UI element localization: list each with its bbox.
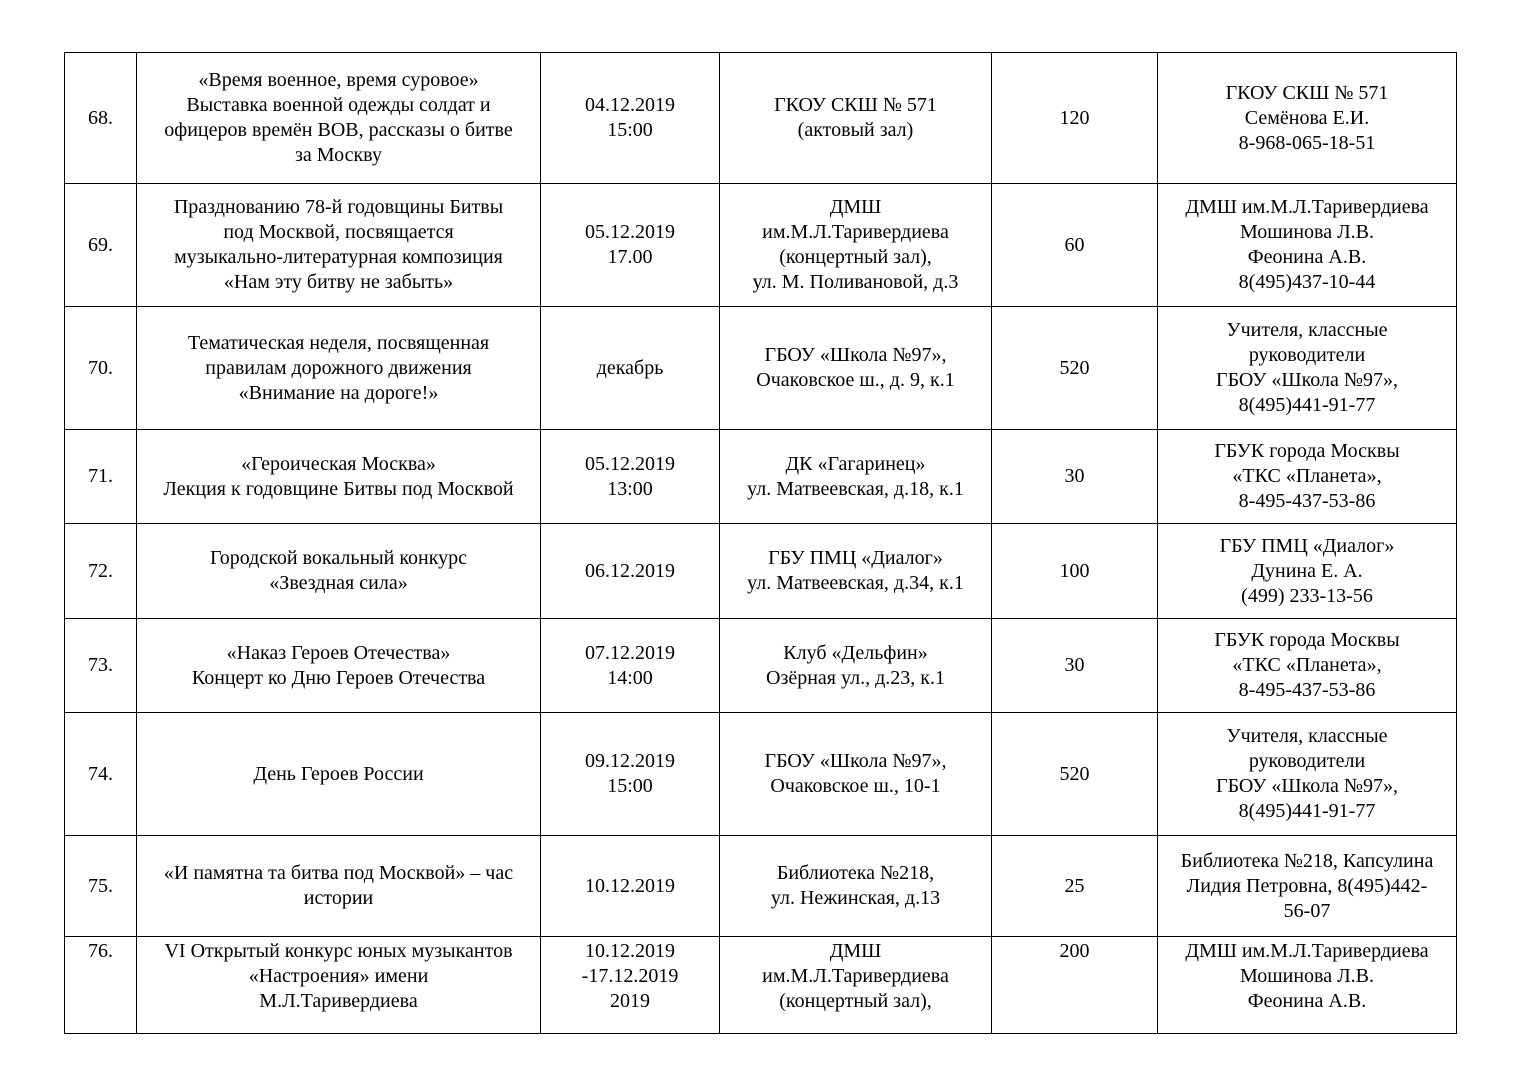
cell-text-line: ДМШ им.М.Л.Таривердиева: [1185, 940, 1429, 962]
participants-count-cell: [992, 184, 1158, 307]
row-number-cell: [65, 836, 137, 937]
cell-text-line: День Героев России: [253, 762, 424, 785]
cell-text-line: истории: [303, 887, 374, 909]
organizer-contact-cell: [1158, 937, 1457, 1034]
table-row: [65, 184, 1457, 307]
cell-text-line: ГБОУ «Школа №97»,: [764, 344, 947, 366]
cell-text-line: Тематическая неделя, посвященная: [187, 331, 490, 354]
cell-text-line: ГБУК города Москвы: [1214, 440, 1400, 462]
cell-text-line: 05.12.2019: [585, 452, 675, 475]
event-date-cell: [541, 937, 720, 1034]
events-table-body: [65, 53, 1457, 1034]
event-name-cell: [137, 836, 541, 937]
cell-text-line: Празднованию 78-й годовщины Битвы: [173, 196, 504, 218]
cell-text-line: 10.12.2019: [585, 940, 675, 962]
cell-text-line: правилам дорожного движения: [205, 356, 472, 379]
cell-text-line: (концертный зал),: [779, 246, 932, 268]
cell-text: 68.: [88, 106, 113, 129]
event-date-cell: [541, 619, 720, 713]
cell-text: 71.: [88, 465, 113, 487]
row-number-cell: [65, 713, 137, 836]
cell-text: 100: [1059, 559, 1090, 582]
organizer-contact-cell: [1158, 524, 1457, 619]
row-number-cell: [65, 184, 137, 307]
cell-text-line: музыкально-литературная композиция: [174, 246, 503, 268]
organizer-contact-cell: [1158, 184, 1457, 307]
event-venue-cell: [720, 524, 992, 619]
cell-text-line: Мошинова Л.В.: [1239, 965, 1375, 987]
cell-text: 25: [1064, 874, 1085, 897]
cell-text-line: «Нам эту битву не забыть»: [223, 271, 454, 293]
cell-text-line: Выставка военной одежды солдат и: [186, 94, 491, 116]
cell-text-line: ГКОУ СКШ № 571: [1225, 81, 1389, 104]
cell-text-line: ДМШ им.М.Л.Таривердиева: [1185, 196, 1429, 218]
event-venue-cell: [720, 53, 992, 184]
event-name-cell: [137, 307, 541, 430]
cell-text-line: офицеров времён ВОВ, рассказы о битве: [164, 119, 513, 141]
participants-count-cell: [992, 307, 1158, 430]
row-number-cell: [65, 937, 137, 1034]
event-venue-cell: [720, 307, 992, 430]
event-date-cell: [541, 836, 720, 937]
cell-text-line: Мошинова Л.В.: [1239, 221, 1375, 243]
cell-text: 520: [1059, 356, 1090, 379]
row-number-cell: [65, 53, 137, 184]
cell-text-line: 04.12.2019: [585, 94, 675, 116]
cell-text-line: руководители: [1248, 750, 1366, 772]
cell-text-line: 09.12.2019: [585, 750, 675, 772]
cell-text-line: М.Л.Таривердиева: [259, 990, 418, 1012]
cell-text-line: за Москву: [295, 144, 382, 166]
cell-text-line: 56-07: [1283, 899, 1331, 922]
table-row: [65, 836, 1457, 937]
event-date-cell: [541, 713, 720, 836]
row-number-cell: [65, 430, 137, 524]
cell-text-line: 8-495-437-53-86: [1238, 679, 1376, 701]
cell-text-line: Дунина Е. А.: [1251, 559, 1363, 582]
cell-text-line: -17.12.2019: [581, 965, 679, 987]
cell-text-line: «Время военное, время суровое»: [198, 69, 479, 91]
cell-text-line: «Внимание на дороге!»: [238, 381, 439, 404]
cell-text: 60: [1064, 233, 1085, 256]
event-venue-cell: [720, 430, 992, 524]
participants-count-cell: [992, 836, 1158, 937]
cell-text-line: под Москвой, посвящается: [223, 221, 454, 243]
cell-text: 76.: [88, 940, 113, 962]
event-name-cell: [137, 53, 541, 184]
cell-text-line: «ТКС «Планета»,: [1232, 654, 1382, 676]
cell-text-line: Библиотека №218, Капсулина: [1180, 849, 1434, 872]
event-name-cell: [137, 619, 541, 713]
event-venue-cell: [720, 619, 992, 713]
cell-text-line: им.М.Л.Таривердиева: [762, 221, 949, 243]
organizer-contact-cell: [1158, 619, 1457, 713]
cell-text-line: Очаковское ш., 10-1: [770, 775, 941, 797]
cell-text: 520: [1059, 762, 1090, 785]
cell-text-line: «Героическая Москва»: [241, 452, 436, 475]
cell-text-line: 17.00: [607, 246, 653, 268]
cell-text-line: ул. М. Поливановой, д.3: [752, 271, 959, 293]
cell-text-line: «Настроения» имени: [248, 965, 429, 987]
table-row: [65, 937, 1457, 1034]
table-row: [65, 713, 1457, 836]
event-venue-cell: [720, 836, 992, 937]
participants-count-cell: [992, 430, 1158, 524]
row-number-cell: [65, 524, 137, 619]
cell-text-line: 14:00: [607, 666, 653, 689]
cell-text-line: (актовый зал): [797, 119, 914, 141]
participants-count-cell: [992, 53, 1158, 184]
cell-text-line: 8(495)441-91-77: [1238, 800, 1376, 822]
cell-text-line: Учителя, классные: [1226, 319, 1388, 341]
cell-text-line: Семёнова Е.И.: [1244, 106, 1370, 129]
participants-count-cell: [992, 937, 1158, 1034]
cell-text-line: ул. Нежинская, д.13: [770, 887, 941, 909]
cell-text-line: 05.12.2019: [585, 221, 675, 243]
cell-text: 200: [1059, 940, 1090, 962]
table-row: [65, 430, 1457, 524]
event-name-cell: [137, 713, 541, 836]
event-name-cell: [137, 430, 541, 524]
organizer-contact-cell: [1158, 53, 1457, 184]
cell-text-line: 07.12.2019: [585, 641, 675, 664]
cell-text-line: им.М.Л.Таривердиева: [762, 965, 949, 987]
cell-text: 30: [1064, 465, 1085, 487]
table-row: [65, 619, 1457, 713]
event-name-cell: [137, 524, 541, 619]
cell-text-line: Лекция к годовщине Битвы под Москвой: [163, 477, 514, 500]
cell-text-line: ДК «Гагаринец»: [785, 452, 926, 475]
event-name-cell: [137, 937, 541, 1034]
event-venue-cell: [720, 184, 992, 307]
cell-text-line: ГБУК города Москвы: [1214, 629, 1400, 651]
cell-text: 73.: [88, 654, 113, 676]
cell-text-line: VI Открытый конкурс юных музыкантов: [164, 940, 513, 962]
event-venue-cell: [720, 937, 992, 1034]
organizer-contact-cell: [1158, 713, 1457, 836]
cell-text-line: ГБУ ПМЦ «Диалог»: [768, 547, 943, 569]
cell-text-line: Городской вокальный конкурс: [209, 547, 468, 569]
event-date-cell: [541, 430, 720, 524]
cell-text: 74.: [88, 762, 113, 785]
cell-text: 120: [1059, 106, 1090, 129]
cell-text-line: «Наказ Героев Отечества»: [226, 641, 451, 664]
cell-text-line: 13:00: [607, 477, 653, 500]
cell-text: 72.: [88, 559, 113, 582]
table-row: [65, 53, 1457, 184]
cell-text-line: ГБОУ «Школа №97»,: [764, 750, 947, 772]
table-row: [65, 307, 1457, 430]
participants-count-cell: [992, 524, 1158, 619]
event-date-cell: [541, 524, 720, 619]
cell-text-line: Лидия Петровна, 8(495)442-: [1186, 874, 1428, 897]
cell-text-line: Феонина А.В.: [1247, 246, 1367, 268]
participants-count-cell: [992, 619, 1158, 713]
cell-text-line: Озёрная ул., д.23, к.1: [766, 666, 945, 689]
cell-text-line: ул. Матвеевская, д.18, к.1: [747, 477, 964, 500]
document-page: [64, 52, 1457, 1034]
cell-text-line: 10.12.2019: [585, 874, 675, 897]
cell-text-line: «И памятна та битва под Москвой» – час: [163, 862, 514, 884]
cell-text-line: 8-495-437-53-86: [1238, 490, 1376, 512]
cell-text-line: ГБОУ «Школа №97»,: [1216, 369, 1398, 391]
cell-text-line: Учителя, классные: [1226, 725, 1388, 747]
cell-text-line: Клуб «Дельфин»: [783, 641, 928, 664]
cell-text-line: «Звездная сила»: [269, 572, 408, 594]
cell-text-line: 15:00: [607, 775, 653, 797]
cell-text-line: (499) 233-13-56: [1241, 584, 1373, 607]
organizer-contact-cell: [1158, 836, 1457, 937]
cell-text-line: 8(495)437-10-44: [1238, 271, 1376, 293]
cell-text: 30: [1064, 654, 1085, 676]
cell-text: 70.: [88, 356, 113, 379]
cell-text-line: Концерт ко Дню Героев Отечества: [191, 666, 486, 689]
row-number-cell: [65, 307, 137, 430]
event-venue-cell: [720, 713, 992, 836]
event-date-cell: [541, 184, 720, 307]
event-date-cell: [541, 307, 720, 430]
cell-text-line: 06.12.2019: [585, 559, 675, 582]
cell-text-line: 15:00: [607, 119, 653, 141]
participants-count-cell: [992, 713, 1158, 836]
cell-text-line: 8(495)441-91-77: [1238, 394, 1376, 416]
cell-text-line: Библиотека №218,: [776, 862, 935, 884]
organizer-contact-cell: [1158, 307, 1457, 430]
organizer-contact-cell: [1158, 430, 1457, 524]
event-name-cell: [137, 184, 541, 307]
cell-text-line: ГКОУ СКШ № 571: [774, 94, 937, 116]
cell-text-line: ГБОУ «Школа №97»,: [1216, 775, 1398, 797]
row-number-cell: [65, 619, 137, 713]
cell-text-line: (концертный зал),: [779, 990, 932, 1012]
cell-text-line: 2019: [610, 990, 650, 1012]
cell-text-line: руководители: [1248, 344, 1366, 366]
cell-text-line: ДМШ: [829, 940, 882, 962]
cell-text-line: декабрь: [596, 356, 664, 379]
cell-text-line: 8-968-065-18-51: [1238, 131, 1376, 154]
cell-text-line: «ТКС «Планета»,: [1232, 465, 1382, 487]
cell-text-line: Феонина А.В.: [1247, 990, 1367, 1012]
cell-text-line: ГБУ ПМЦ «Диалог»: [1219, 534, 1395, 557]
events-table: [64, 52, 1457, 1034]
cell-text-line: ДМШ: [829, 196, 882, 218]
cell-text: 75.: [88, 874, 113, 897]
event-date-cell: [541, 53, 720, 184]
cell-text-line: ул. Матвеевская, д.34, к.1: [747, 572, 964, 594]
table-row: [65, 524, 1457, 619]
cell-text: 69.: [88, 233, 113, 256]
cell-text-line: Очаковское ш., д. 9, к.1: [756, 369, 955, 391]
